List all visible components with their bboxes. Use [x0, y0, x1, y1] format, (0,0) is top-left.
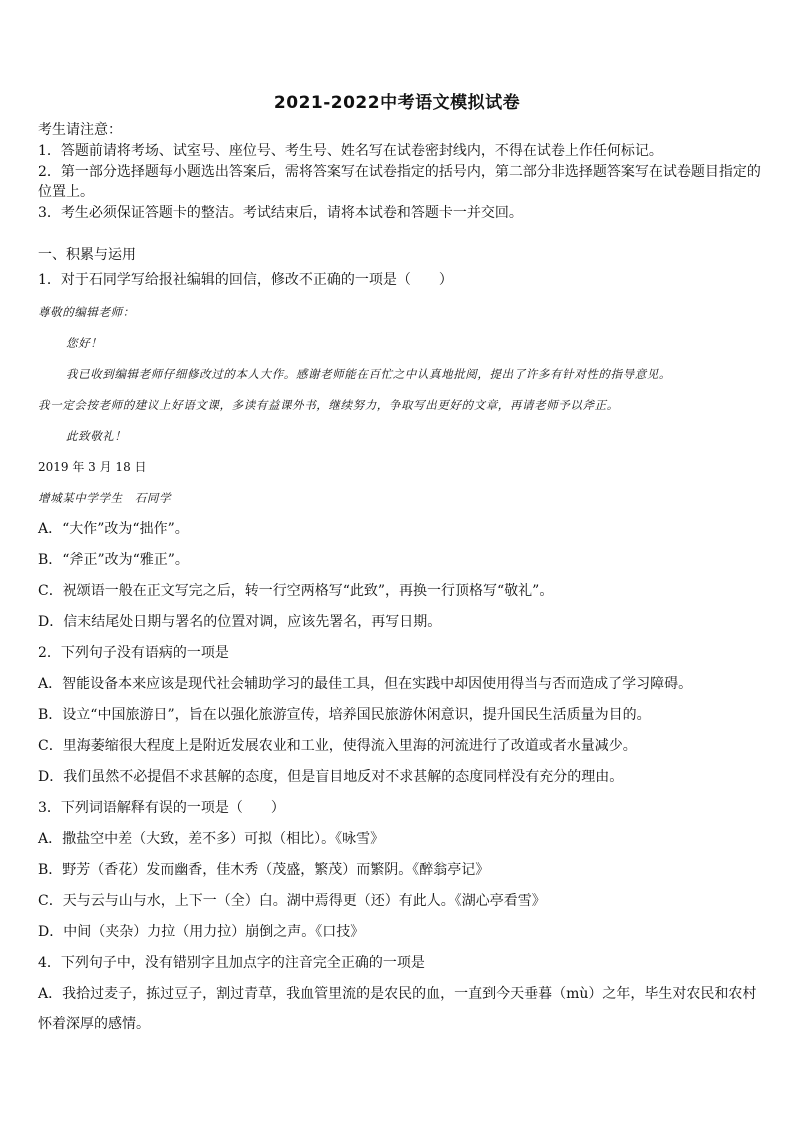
- option-item: B．“斧正”改为“雅正”。: [38, 552, 189, 568]
- page-title: 2021-2022中考语文模拟试卷: [273, 93, 521, 113]
- question-stem: 2．下列句子没有语病的一项是: [38, 645, 229, 661]
- letter-date: 2019 年 3 月 18 日: [38, 460, 147, 474]
- letter-body: 我一定会按老师的建议上好语文课，多读有益课外书，继续努力，争取写出更好的文章，再请老师予以斧正。: [38, 398, 619, 412]
- notice-header: 考生请注意：: [38, 122, 122, 138]
- option-item: C．里海萎缩很大程度上是附近发展农业和工业，使得流入里海的河流进行了改道或者水量减少。: [38, 738, 637, 754]
- letter-body: 我已收到编辑老师仔细修改过的本人大作。感谢老师能在百忙之中认真地批阅，提出了许多有针对性的指导意见。: [66, 367, 671, 381]
- option-item: D．中间（夹杂）力拉（用力拉）崩倒之声。《口技》: [38, 924, 365, 940]
- option-item-continued: 怀着深厚的感情。: [38, 1016, 150, 1032]
- question-stem: 4．下列句子中，没有错别字且加点字的注音完全正确的一项是: [38, 955, 425, 971]
- letter-salutation: 尊敬的编辑老师：: [38, 305, 135, 319]
- notice-line: 3．考生必须保证答题卡的整洁。考试结束后，请将本试卷和答题卡一并交回。: [38, 205, 523, 221]
- letter-greeting: 您好！: [66, 336, 103, 350]
- option-item: A．“大作”改为“拙作”。: [38, 521, 189, 537]
- notice-line: 2．第一部分选择题每小题选出答案后，需将答案写在试卷指定的括号内，第二部分非选择题答案写在试卷题目指定的: [38, 164, 761, 180]
- question-stem: 1．对于石同学写给报社编辑的回信，修改不正确的一项是（ ）: [38, 272, 453, 288]
- option-item: D．信末结尾处日期与署名的位置对调，应该先署名，再写日期。: [38, 614, 442, 630]
- letter-closing: 此致敬礼！: [66, 429, 127, 443]
- notice-line: 1．答题前请将考场、试室号、座位号、考生号、姓名写在试卷密封线内，不得在试卷上作任何标记。: [38, 143, 663, 159]
- question-stem: 3．下列词语解释有误的一项是（ ）: [38, 800, 285, 816]
- section-heading: 一、积累与运用: [38, 247, 136, 263]
- option-item: B．设立“中国旅游日”，旨在以强化旅游宣传，培养国民旅游休闲意识，提升国民生活质量为目的。: [38, 707, 651, 723]
- option-item: A．撒盐空中差（大致，差不多）可拟（相比）。《咏雪》: [38, 831, 385, 847]
- letter-signature: 增城某中学学生 石同学: [38, 491, 172, 505]
- option-item: A．我拾过麦子，拣过豆子，割过青草，我血管里流的是农民的血，一直到今天垂暮（mù）之年，毕生对农民和农村: [38, 986, 757, 1002]
- option-item: C．天与云与山与水，上下一（全）白。湖中焉得更（还）有此人。《湖心亭看雪》: [38, 893, 546, 909]
- option-item: C．祝颂语一般在正文写完之后，转一行空两格写“此致”，再换一行顶格写“敬礼”。: [38, 583, 554, 599]
- option-item: D．我们虽然不必提倡不求甚解的态度，但是盲目地反对不求甚解的态度同样没有充分的理由。: [38, 769, 624, 785]
- notice-line: 位置上。: [38, 184, 94, 200]
- option-item: B．野芳（香花）发而幽香，佳木秀（茂盛，繁茂）而繁阴。《醉翁亭记》: [38, 862, 490, 878]
- option-item: A．智能设备本来应该是现代社会辅助学习的最佳工具，但在实践中却因使用得当与否而造成了学习障碍。: [38, 676, 693, 692]
